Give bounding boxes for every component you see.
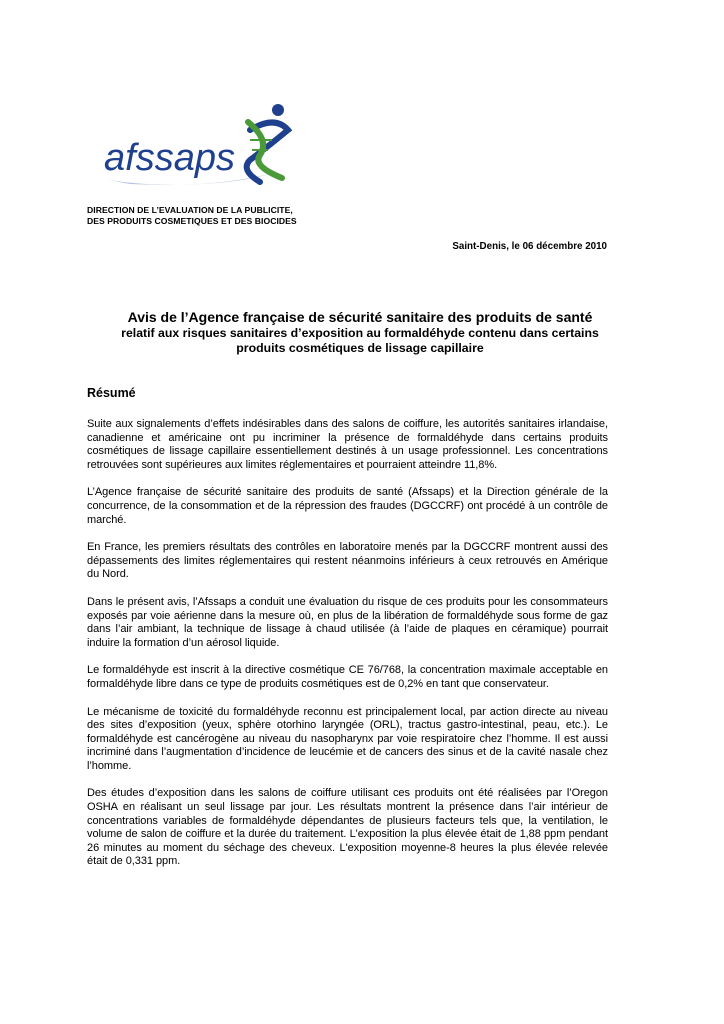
title-main: Avis de l’Agence française de sécurité sanitaire des produits de santé	[127, 309, 593, 325]
section-heading: Résumé	[87, 386, 136, 400]
paragraph: Le formaldéhyde est inscrit à la directive cosmétique CE 76/768, la concentration maximale acceptable en formaldéhyde libre dans ce type de produits cosmétiques est de 0,2% en tant que conservateur.	[87, 664, 608, 690]
summary-body	[87, 418, 608, 883]
paragraph: L’Agence française de sécurité sanitaire des produits de santé (Afssaps) et la Direction générale de la concurrence, de la consommation et de la répression des fraudes (DGCCRF) ont procédé à un contrôle de marché.	[87, 486, 608, 526]
department-line: DES PRODUITS COSMETIQUES ET DES BIOCIDES	[87, 216, 297, 226]
paragraph: Des études d’exposition dans les salons de coiffure utilisant ces produits ont été réalisées par l’Oregon OSHA en réalisant un seul lissage par jour. Les résultats montrent la présence dans l’air intérieur de concentrations variables de formaldéhyde dépendantes de plusieurs facteurs tels que, la ventilation, le volume de salon de coiffure et la durée du traitement. L'exposition la plus élevée était de 1,88 ppm pendant 26 minutes au moment du séchage des cheveux. L'exposition moyenne-8 heures la plus élevée relevée était de 0,331 ppm.	[87, 787, 608, 868]
department-name	[87, 205, 487, 227]
logo-wordmark: afssaps	[104, 137, 235, 179]
afssaps-logo	[100, 100, 300, 192]
paragraph: Dans le présent avis, l’Afssaps a conduit une évaluation du risque de ces produits pour les consommateurs exposés par voie aérienne dans la mesure où, en plus de la libération de formaldéhyde sous forme de gaz dans l’air ambiant, la technique de lissage à chaud utilisée (à l’aide de plaques en céramique) pourrait induire la formation d’un aérosol liquide.	[87, 595, 608, 649]
document-title	[80, 308, 640, 356]
paragraph: Suite aux signalements d’effets indésirables dans des salons de coiffure, les autorités sanitaires irlandaise, canadienne et américaine ont pu incriminer la présence de formaldéhyde dans certains produits cosmétiques de lissage capillaire essentiellement destinés à un usage professionnel. Les concentrations retrouvées sont supérieures aux limites réglementaires et pourraient atteindre 11,8%.	[87, 418, 608, 471]
paragraph: En France, les premiers résultats des contrôles en laboratoire menés par la DGCCRF montrent aussi des dépassements des limites réglementaires qui restent néanmoins inférieurs à ceux retrouvés en Amérique du Nord.	[87, 541, 608, 581]
title-sub-line: produits cosmétiques de lissage capillaire	[236, 341, 484, 355]
paragraph: Le mécanisme de toxicité du formaldéhyde reconnu est principalement local, par action directe au niveau des sites d’exposition (yeux, sphère otorhino laryngée (ORL), tractus gastro-intestinal, peau, etc.). Le formaldéhyde est cancérogène au niveau du nasopharynx par voie respiratoire chez l’homme. Il est aussi incriminé dans l’augmentation d’incidence de leucémie et de cancers des sinus et de la cavité nasale chez l’homme.	[87, 705, 608, 772]
afssaps-logo-graphic	[100, 100, 300, 192]
logo-head	[272, 104, 284, 116]
title-sub-line: relatif aux risques sanitaires d’exposition au formaldéhyde contenu dans certains	[121, 326, 599, 340]
department-line: DIRECTION DE L’EVALUATION DE LA PUBLICITE,	[87, 205, 293, 215]
date-line: Saint-Denis, le 06 décembre 2010	[452, 241, 607, 252]
